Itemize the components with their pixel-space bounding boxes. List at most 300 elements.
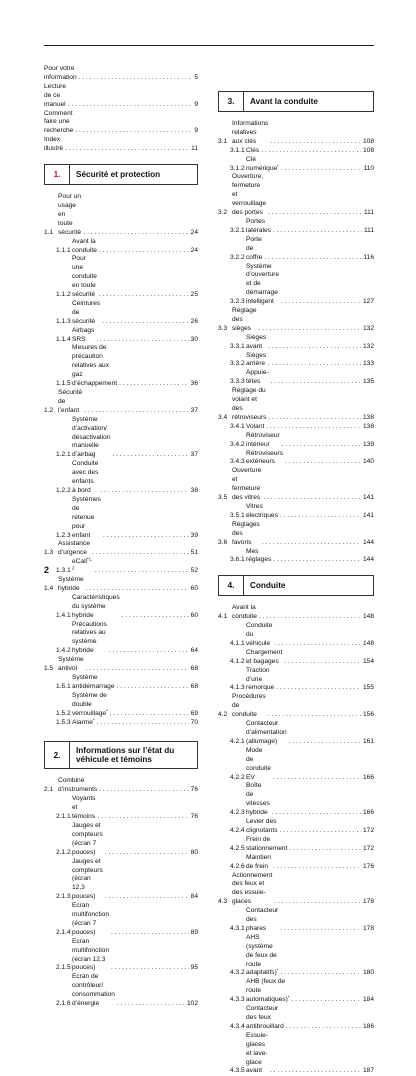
entry-number: 3.4.1: [230, 422, 245, 430]
entry-label: [72, 795, 95, 822]
toc-entry[interactable]: [44, 656, 198, 674]
toc-entry[interactable]: [44, 344, 198, 389]
dot-leader: [77, 74, 193, 83]
entry-page: 80: [190, 848, 198, 856]
entry-label-text: Mode de conduite EV: [246, 746, 271, 781]
toc-entry[interactable]: [218, 147, 374, 156]
entry-number: 3.6.1: [230, 556, 245, 564]
entry-label-wrap: [246, 503, 361, 521]
toc-entry[interactable]: [44, 460, 198, 496]
entry-label-text: Informations relatives aux clés: [232, 120, 269, 145]
entry-footnote-mark: *1, 2: [72, 556, 93, 571]
toc-entry[interactable]: [44, 621, 198, 657]
entry-label-wrap: [246, 907, 361, 934]
entry-label-text: Système de double verrouillage: [72, 691, 107, 717]
entry-page: 116: [363, 253, 374, 261]
entry-page: 141: [362, 511, 374, 519]
dot-leader: [63, 145, 189, 154]
toc-entry[interactable]: [218, 1032, 374, 1076]
entry-label-text: Ceintures de sécurité: [72, 299, 101, 325]
toc-entry[interactable]: [44, 255, 198, 300]
entry-label-text: Système hybride: [58, 576, 84, 592]
entry-label-wrap: [72, 496, 189, 541]
entry-label-wrap: [72, 938, 189, 974]
entry-number: 4.2.5: [230, 844, 245, 852]
entry-label-text: Alarme: [72, 718, 93, 726]
entry-label: [72, 300, 100, 327]
entry-label-text: Ecran multifonction (écran 7 pouces): [72, 902, 110, 936]
entry-label-text: Système antivol: [58, 656, 84, 673]
entry-label-wrap: [246, 667, 361, 694]
entry-label-text: Ouverture, fermeture et verrouillage des portes: [232, 173, 267, 217]
entry-number: 4.3.2: [230, 969, 245, 977]
entry-label: [246, 747, 271, 783]
entry-label-wrap: [246, 236, 361, 263]
entry-number: 1.1: [44, 228, 54, 236]
entry-page: 51: [190, 549, 198, 557]
entry-page: 60: [190, 584, 198, 592]
entry-page: 111: [363, 226, 374, 234]
dot-leader: [274, 684, 361, 693]
entry-label: [72, 594, 120, 621]
dot-leader: [279, 298, 361, 307]
entry-label: [246, 450, 283, 468]
chapter-3-header[interactable]: [218, 91, 374, 112]
entry-label: [246, 218, 271, 236]
entry-label: [72, 858, 103, 903]
dot-leader: [94, 336, 188, 345]
entry-label-wrap: [246, 450, 361, 468]
toc-entry[interactable]: [218, 467, 374, 503]
chapter-title: Informations sur l’état du véhicule et témoins: [76, 745, 175, 765]
entry-label: [246, 548, 271, 566]
entry-label-text: Frein de stationnement: [246, 835, 288, 852]
entry-label-text: Chargement et bagages: [246, 648, 283, 665]
dot-leader: [283, 458, 361, 467]
entry-label-text: Contacteur des feux antibrouillard: [246, 1005, 284, 1030]
entry-page: 108: [362, 146, 374, 154]
dot-leader: [266, 414, 361, 423]
dot-leader: [287, 845, 361, 854]
toc-entry[interactable]: [218, 649, 374, 667]
toc-entry[interactable]: [218, 423, 374, 432]
entry-page: 138: [362, 413, 374, 421]
entry-label-text: Ecran de contrôleur/ consommation d’énergie: [72, 973, 115, 1008]
toc-entry[interactable]: [44, 496, 198, 541]
entry-number: 3.2.2: [230, 253, 245, 261]
entry-page: 186: [362, 1022, 374, 1030]
entry-number: 1.2.2: [56, 486, 71, 494]
toc-entry[interactable]: [44, 692, 198, 719]
entry-page: 69: [190, 709, 198, 717]
entry-number: 4.2.2: [230, 773, 245, 781]
dot-leader: [280, 441, 361, 450]
toc-entry[interactable]: [218, 334, 374, 352]
dot-leader: [90, 549, 189, 558]
entry-label-wrap: [246, 934, 361, 979]
entry-page: 140: [362, 458, 374, 466]
dot-leader: [95, 813, 188, 822]
dot-leader: [287, 738, 361, 747]
entry-label-text: Réglages des favoris: [232, 520, 260, 546]
dot-leader: [260, 539, 361, 548]
entry-label-wrap: [232, 604, 361, 622]
dot-leader: [110, 451, 188, 460]
dot-leader: [257, 613, 361, 622]
entry-label-text: Système antidémarrage: [72, 674, 115, 690]
entry-label: [58, 540, 90, 558]
toc-entry[interactable]: [218, 450, 374, 468]
entry-number: 2.1.4: [56, 928, 71, 936]
toc-entry[interactable]: [218, 818, 374, 836]
entry-label: [44, 83, 66, 110]
entry-number: 3.4.2: [230, 440, 245, 448]
entry-page: 178: [362, 898, 374, 906]
entry-page: 132: [362, 324, 374, 332]
entry-label-text: Essuie-glaces et lave-glace avant: [246, 1031, 268, 1075]
entry-number: 1.3: [44, 549, 54, 557]
toc-entry[interactable]: [218, 263, 374, 308]
entry-page: 5: [194, 73, 198, 81]
entry-number: 1.2.1: [56, 451, 71, 459]
chapter-4-header[interactable]: [218, 575, 374, 596]
entry-label: [232, 521, 260, 548]
entry-label: [246, 907, 278, 934]
dot-leader: [103, 849, 189, 858]
entry-number: 1.5.3: [56, 718, 71, 726]
entry-page: 11: [191, 145, 198, 153]
entry-label-wrap: [72, 795, 189, 822]
top-rule: [44, 45, 374, 46]
toc-entry[interactable]: [44, 238, 198, 256]
toc-entry[interactable]: [218, 782, 374, 818]
entry-page: 76: [190, 786, 198, 794]
toc-entry[interactable]: [44, 594, 198, 621]
toc-entry[interactable]: [218, 720, 374, 747]
entry-page: 184: [362, 996, 374, 1004]
entry-label-wrap: [246, 548, 361, 566]
entry-label-wrap: [232, 521, 361, 548]
toc-entry[interactable]: [218, 1005, 374, 1032]
toc-entry[interactable]: [218, 747, 374, 783]
entry-label-wrap: [58, 193, 189, 238]
entry-label: [232, 120, 268, 147]
entry-label: [232, 307, 257, 334]
toc-entry[interactable]: [44, 973, 198, 1009]
entry-label-wrap: [72, 621, 189, 657]
toc-entry[interactable]: [218, 503, 374, 521]
toc-entry[interactable]: [44, 558, 198, 576]
entry-label-wrap: [246, 649, 361, 667]
toc-entry[interactable]: [44, 65, 198, 83]
entry-label-wrap: [232, 387, 361, 423]
toc-entry[interactable]: [218, 218, 374, 236]
dot-leader: [109, 964, 189, 973]
dot-leader: [103, 893, 189, 902]
entry-label-wrap: [246, 747, 361, 783]
toc-entry[interactable]: [44, 674, 198, 692]
entry-number: 4.3.4: [230, 1022, 245, 1030]
entry-label: [72, 938, 109, 974]
entry-label-wrap: [72, 692, 189, 719]
entry-number: 4.3.5: [230, 1067, 245, 1075]
entry-label-text: Pour votre information: [44, 65, 77, 81]
entry-label-text: Système d’ouverture et de démarrage intelligent: [246, 262, 279, 306]
toc-entry[interactable]: [218, 307, 374, 334]
entry-page: 25: [190, 291, 198, 299]
entry-label-text: Boîte de vitesses hybride: [246, 782, 270, 817]
dot-leader: [73, 127, 192, 136]
entry-label-text: Portes latérales: [246, 217, 271, 234]
entry-number: 4.2.4: [230, 826, 245, 834]
entry-number: 3.4.3: [230, 458, 245, 466]
entry-label: [72, 692, 108, 719]
entry-page: 89: [190, 928, 198, 936]
entry-label-text: Maintien de frein: [246, 853, 271, 870]
entry-label-wrap: [72, 594, 189, 621]
entry-label-text: Mes réglages: [246, 547, 272, 564]
entry-label: [246, 369, 269, 387]
entry-label-text: Comment faire une recherche: [44, 109, 74, 135]
entry-page: 155: [362, 684, 374, 692]
entry-label: [246, 978, 290, 1005]
entry-label-wrap: [72, 973, 185, 1009]
entry-page: 138: [362, 422, 374, 430]
dot-leader: [259, 147, 361, 156]
entry-number: 3.5: [218, 494, 228, 502]
dot-leader: [82, 407, 188, 416]
entry-label-wrap: [246, 854, 361, 872]
dot-leader: [117, 380, 189, 389]
toc-entry[interactable]: [218, 352, 374, 370]
dot-leader: [269, 378, 361, 387]
entry-label: [232, 872, 272, 908]
entry-page: 52: [190, 567, 198, 575]
section-4-list: [218, 604, 374, 1076]
entry-footnote-mark: *: [106, 708, 108, 714]
entry-label: [232, 173, 266, 218]
entry-label-text: Contacteur d’alimentation (allumage): [246, 720, 287, 745]
toc-entry[interactable]: [44, 795, 198, 822]
dot-leader: [271, 863, 361, 872]
entry-number: 3.5.1: [230, 511, 245, 519]
entry-label-text: Combiné d’instruments: [58, 777, 98, 794]
toc-entry[interactable]: [44, 416, 198, 461]
dot-leader: [115, 683, 189, 692]
toc-entry[interactable]: [218, 173, 374, 218]
entry-page: 102: [186, 1000, 198, 1008]
entry-page: 36: [190, 380, 198, 388]
entry-label: [246, 352, 266, 370]
entry-label: [72, 719, 95, 728]
toc-entry[interactable]: [44, 327, 198, 345]
toc-entry[interactable]: [44, 389, 198, 416]
dot-leader: [278, 925, 361, 934]
toc-entry[interactable]: [218, 854, 374, 872]
entry-label-text: Appuie-têtes: [246, 369, 269, 386]
entry-label-text: Rétroviseurs extérieurs: [246, 449, 284, 466]
toc-entry[interactable]: [218, 432, 374, 450]
toc-entry[interactable]: [44, 822, 198, 858]
entry-page: 148: [362, 639, 374, 647]
dot-leader: [257, 325, 361, 334]
entry-label: [246, 503, 278, 521]
toc-entry[interactable]: [44, 719, 198, 728]
toc-entry[interactable]: [218, 667, 374, 694]
page-number: 2: [44, 565, 50, 575]
entry-label: [58, 193, 81, 238]
entry-page: 108: [362, 137, 374, 145]
dot-leader: [266, 343, 361, 352]
entry-number: 3.2.3: [230, 298, 245, 306]
entry-page: 9: [194, 100, 198, 108]
entry-label-wrap: [246, 156, 361, 174]
entry-label: [72, 416, 110, 461]
entry-label: [246, 432, 280, 450]
entry-number: 4.2.1: [230, 737, 245, 745]
entry-page: 30: [190, 335, 198, 343]
toc-entry[interactable]: [218, 622, 374, 649]
entry-label: [72, 327, 94, 345]
dot-leader: [100, 318, 188, 327]
toc-entry[interactable]: [44, 110, 198, 137]
entry-label-wrap: [72, 460, 189, 496]
entry-label: [72, 460, 98, 496]
entry-page: 161: [362, 737, 374, 745]
entry-label-wrap: [246, 1032, 361, 1076]
entry-label: [246, 263, 279, 308]
left-column: [44, 65, 198, 1009]
entry-number: 3.1.1: [230, 146, 245, 154]
entry-label-text: Index illustré: [44, 136, 64, 153]
toc-entry[interactable]: [218, 120, 374, 147]
entry-label: [58, 656, 84, 674]
toc-entry[interactable]: [218, 387, 374, 423]
entry-page: 172: [362, 844, 374, 852]
entry-label: [44, 110, 73, 137]
entry-page: 84: [190, 893, 198, 901]
dot-leader: [97, 291, 189, 300]
dot-leader: [101, 532, 189, 541]
toc-entry[interactable]: [44, 858, 198, 903]
dot-leader: [107, 647, 189, 656]
dot-leader: [120, 612, 189, 621]
entry-label: [58, 389, 82, 416]
entry-label-text: Réglage des sièges: [232, 307, 257, 332]
chapter-number: 4.: [219, 576, 244, 595]
entry-label-wrap: [246, 218, 362, 236]
entry-label: [58, 576, 84, 594]
entry-number: 3.3: [218, 324, 228, 332]
toc-entry[interactable]: [218, 836, 374, 854]
toc-entry[interactable]: [218, 907, 374, 934]
toc-entry[interactable]: [218, 548, 374, 566]
dot-leader: [92, 567, 188, 576]
entry-footnote-mark: *: [92, 717, 95, 723]
toc-entry[interactable]: [218, 369, 374, 387]
entry-label: [246, 334, 266, 352]
toc-entry[interactable]: [218, 872, 374, 908]
entry-number: 4.2.6: [230, 862, 245, 870]
dot-leader: [92, 717, 189, 728]
dot-leader: [261, 494, 361, 503]
chapter-number: 1.: [45, 165, 70, 184]
chapter-2-header[interactable]: [44, 741, 198, 769]
toc-entry[interactable]: [44, 300, 198, 327]
entry-label-wrap: [72, 674, 189, 692]
entry-label-wrap: [246, 622, 361, 649]
entry-number: 1.2: [44, 406, 54, 414]
toc-entry[interactable]: [44, 938, 198, 974]
entry-page: 26: [190, 317, 198, 325]
toc-entry[interactable]: [44, 83, 198, 110]
entry-label-wrap: [72, 858, 189, 903]
entry-page: 70: [190, 718, 198, 726]
toc-entry[interactable]: [218, 978, 374, 1005]
toc-entry[interactable]: [218, 693, 374, 720]
chapter-1-header[interactable]: [44, 164, 198, 185]
toc-entry[interactable]: [44, 902, 198, 938]
entry-footnote-mark: *: [287, 994, 290, 1000]
toc-entry[interactable]: [44, 777, 198, 795]
toc-entry[interactable]: [218, 934, 374, 979]
entry-label: [58, 777, 97, 795]
entry-number: 3.2.1: [230, 226, 245, 234]
entry-label: [44, 136, 63, 154]
toc-entry[interactable]: [44, 576, 198, 594]
entry-number: 4.3.1: [230, 924, 245, 932]
entry-number: 3.6: [218, 538, 228, 546]
toc-entry[interactable]: [218, 236, 374, 263]
entry-label-text: Sécurité de l’enfant: [58, 389, 83, 414]
toc-entry[interactable]: [44, 193, 198, 238]
entry-number: 4.1.3: [230, 684, 245, 692]
dot-leader: [84, 585, 189, 594]
entry-label: [246, 854, 271, 872]
entry-label-text: Sièges avant: [246, 333, 267, 350]
toc-entry[interactable]: [218, 156, 374, 174]
entry-label-text: AHB (feux de route automatiques): [246, 978, 288, 1004]
entry-label: [246, 423, 264, 432]
entry-label-text: Avant la conduite: [72, 237, 97, 254]
entry-page: 166: [362, 773, 374, 781]
entry-footnote-mark: *: [277, 163, 279, 169]
toc-entry[interactable]: [44, 540, 198, 558]
entry-number: 1.1.5: [56, 380, 71, 388]
entry-label-wrap: [246, 836, 361, 854]
entry-number: 2.1.3: [56, 893, 71, 901]
chapter-number: 2.: [45, 742, 70, 768]
entry-label-text: AHS (système de feux de route adaptatifs): [246, 933, 277, 977]
entry-label: [72, 255, 97, 300]
entry-label-text: Airbags SRS: [72, 326, 95, 343]
toc-entry[interactable]: [218, 521, 374, 548]
entry-page: 156: [362, 711, 374, 719]
toc-entry[interactable]: [44, 136, 198, 154]
entry-label-text: Caractéristiques du système hybride: [72, 593, 120, 619]
entry-label-wrap: [44, 83, 192, 110]
dot-leader: [284, 1023, 361, 1032]
intro-list: [44, 65, 198, 154]
dot-leader: [276, 967, 361, 978]
entry-page: 144: [362, 538, 374, 546]
entry-page: 38: [190, 486, 198, 494]
entry-label: [72, 674, 115, 692]
toc-entry[interactable]: [218, 604, 374, 622]
entry-label: [246, 1005, 284, 1032]
entry-number: 1.5.2: [56, 709, 71, 717]
entry-label-text: Pour un usage en toute sécurité: [58, 193, 82, 236]
